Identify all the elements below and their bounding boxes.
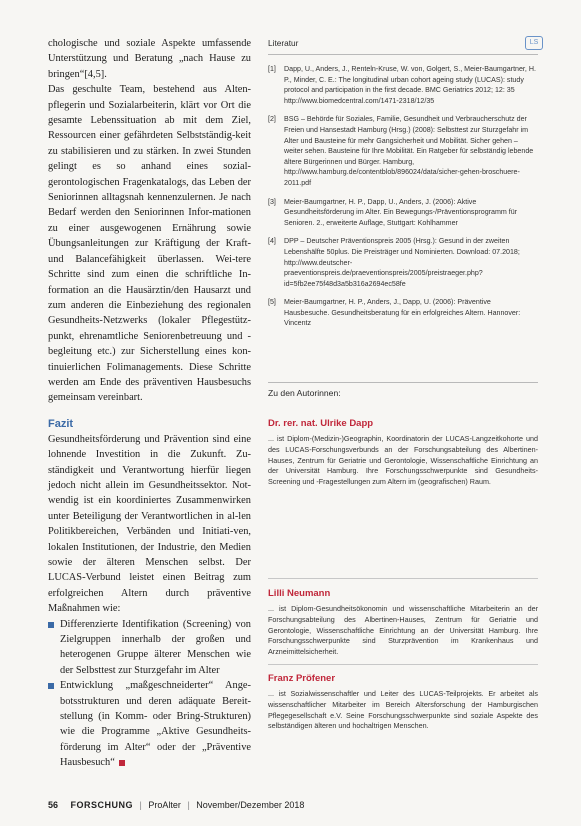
author-name: Lilli Neumann [268, 588, 331, 599]
literature-entry [268, 64, 538, 106]
author-block-proefener [268, 673, 538, 732]
footer-separator: | [187, 800, 190, 810]
literature-entry [268, 114, 538, 188]
issue-date: November/Dezember 2018 [196, 800, 305, 810]
bullet-text-screening: Differenzierte Identifikation (Screening) von Zielgruppen innerhalb der großen und heterogenen Gruppe älterer Menschen wie der Selbsttest zur Sturzgefahr im Alter [60, 618, 251, 676]
literature-text: BSG – Behörde für Soziales, Familie, Gesundheit und Verbraucherschutz der Freien und Hansestadt Hamburg (Hrsg.) (2008): Selbsttest zur Sturzgefahr im Alter und Bausteine für mehr Gangsicherheit und Mobilität. Sicher gehen – weiter sehen. Bausteine für Ihre Mobilität. Ein Ratgeber für selbständig lebende ältere Bürgerinnen und Bürger. Hamburg, http://www.hamburg.de/contentblob/896024/data/sicher-gehen-broschuere-2011.pdf [284, 115, 534, 187]
author-name: Franz Pröfener [268, 673, 336, 684]
literature-number: [5] [268, 298, 276, 307]
measures-list-item [48, 617, 251, 679]
literature-number: [2] [268, 115, 276, 124]
literature-number: [1] [268, 65, 276, 73]
publication-logo: LS [525, 36, 543, 50]
end-of-article-mark [119, 760, 125, 766]
footer-separator: | [139, 800, 142, 810]
literature-title: Literatur [268, 38, 299, 48]
literature-entry [268, 297, 538, 329]
magazine-name: ProAlter [148, 800, 181, 810]
fazit-paragraph: Gesundheitsförderung und Prävention sind eine lohnende Investition in die Zukunft. Zu-ständigkeit und Verantwortung hierfür liegen jedoch nicht allein im Gesundheitssektor. Not-wendig ist ein koordiniertes Zusammenwirken unter Beteiligung der Verantwortlichen in al-len Politikbereichen, Verbänden und Initiati-ven, lokalen Institutionen, der Industrie, den Medien sowie der älteren Menschen selbst. Der LUCAS-Verbund leistet einen Beitrag zum erfolgreichen Altern durch präventive Maßnahmen wie: [48, 433, 251, 615]
literature-number: [3] [268, 197, 276, 206]
literature-entry [268, 197, 538, 229]
literature-section [268, 36, 538, 337]
page-footer [48, 800, 304, 810]
left-column [48, 36, 251, 771]
fazit-heading: Fazit [48, 417, 74, 430]
author-bio: ... ist Diplom-Gesundheitsökonomin und wissenschaftliche Mitarbeiterin an der Forschungsabteilung des Albertinen-Hauses, Zentrum für Geriatrie und Gerontologie, Wissenschaftliche Einrichtung an der Universität Hamburg. Ihre Forschungsschwerpunkte sind Sturzprävention im Krankenhaus und Arzneimittelsicherheit. [268, 604, 538, 657]
literature-entry [268, 236, 538, 289]
literature-text: DPP – Deutscher Präventionspreis 2005 (Hrsg.): Gesund in der zweiten Lebenshälfte 50plus. Die Preisträger und Nominierten. Download: 07.2018; http://www.deutscher-praeventionspreis.de/praeventionspreis/2005/preistraeger.php?id=5fb2ee75f48d3a5b316a2694ec58fe [284, 237, 520, 288]
literature-text: Meier-Baumgartner, H. P., Anders, J., Dapp, U. (2006): Präventive Hausbesuche. Gesundheitsberatung für ein erfolgreiches Altern. Hannover: Vincentz [284, 298, 521, 328]
intro-paragraph: chologische und soziale Aspekte umfassende Unterstützung und Beratung „nach Hause zu bringen“[4,5]. [48, 38, 251, 80]
author-name: Dr. rer. nat. Ulrike Dapp [268, 418, 374, 429]
authors-title: Zu den Autorinnen: [268, 388, 341, 398]
author-divider [268, 578, 538, 579]
author-block-dapp [268, 418, 538, 488]
measures-list-item [48, 678, 251, 770]
page-number: 56 [48, 800, 59, 810]
author-bio: ... ist Sozialwissenschaftler und Leiter des LUCAS-Teilprojekts. Er arbeitet als wissenschaftlicher Mitarbeiter im Bereich Altersforschung der Hamburgischen Pflegegesellschaft e.V. Seine Forschungsschwerpunkte sind soziale Aspekte des selbständigen älteren und hochaltrigen Menschen. [268, 689, 538, 731]
author-divider [268, 664, 538, 665]
bullet-text-angebote: Entwicklung „maßgeschneiderter“ Ange-botsstrukturen und deren adäquate Bereit-stellung (in Komm- oder Bring-Strukturen) wie die Programme „Aktive Gesundheits-förderung im Alter“ oder der „Präventive Hausbesuch“ [60, 680, 251, 769]
measures-list [48, 617, 251, 771]
author-block-neumann [268, 588, 538, 658]
team-paragraph: Das geschulte Team, bestehend aus Alten-pflegerin und Sozialarbeiterin, klärt vor Ort die gesamte Lebenssituation ab mit dem Ziel, Ressourcen einer gefährdeten Selbstständig-keit zu stabilisieren und zu stärken. In zwei Stunden gelingt es so anhand eines sozial-gerontologischen Fragenkatalogs, das Leben der Seniorinnen alltagsnah kennenzulernen. Je nach Bedarf werden den Seniorinnen Infor-mationen zu einer ausgewogenen Ernährung sowie Übungsanleitungen zur Kräftigung der Kraft- und Balancefähigkeit überlassen. Wei-tere Schritte sind zum einen die schriftliche In-formation an die Hausärztin/den Hausarzt und zum anderen die Einbeziehung des regionalen Gesundheits-Netzwerks (lokaler Pflegestütz-punkt, ehrenamtliche Seniorenbetreuung und -begleitung etc.) zur Sicherstellung eines kon-tinuierlichen Folimanagements. Diese Schritte werden am Ende des präventiven Hausbesuchs gemeinsam vereinbart. [48, 84, 251, 404]
literature-text: Dapp, U., Anders, J., Renteln-Kruse, W. von, Golgert, S., Meier-Baumgartner, H. P., Minder, C. E.: The longitudinal urban cohort ageing study (LUCAS): study protocol and participation in the first decade. BMC Geriatrics 2012; 12: 35 http://www.biomedcentral.com/1471-2318/12/35 [284, 65, 536, 105]
section-name: FORSCHUNG [70, 800, 134, 810]
literature-divider [268, 54, 538, 55]
author-bio: ... ist Diplom-(Medizin-)Geographin, Koordinatorin der LUCAS-Langzeitkohorte und des LUCAS-Forschungsverbunds an der Forschungsabteilung des Albertinen-Hauses, Zentrum für Geriatrie und Gerontologie, Wissenschaftliche Einrichtung an der Universität Hamburg. Ihre Forschungsschwerpunkte sind Gesundheits-Screening und -Fragestellungen zum Altern im (geografischen) Raum. [268, 434, 538, 487]
literature-number: [4] [268, 237, 276, 246]
authors-divider [268, 382, 538, 383]
literature-text: Meier-Baumgartner, H. P., Dapp, U., Anders, J. (2006): Aktive Gesundheitsförderung im Alter. Ein Bewegungs-/Präventionsprogramm für Senioren. 2., erweiterte Auflage, Stuttgart: Kohlhammer [284, 197, 518, 227]
